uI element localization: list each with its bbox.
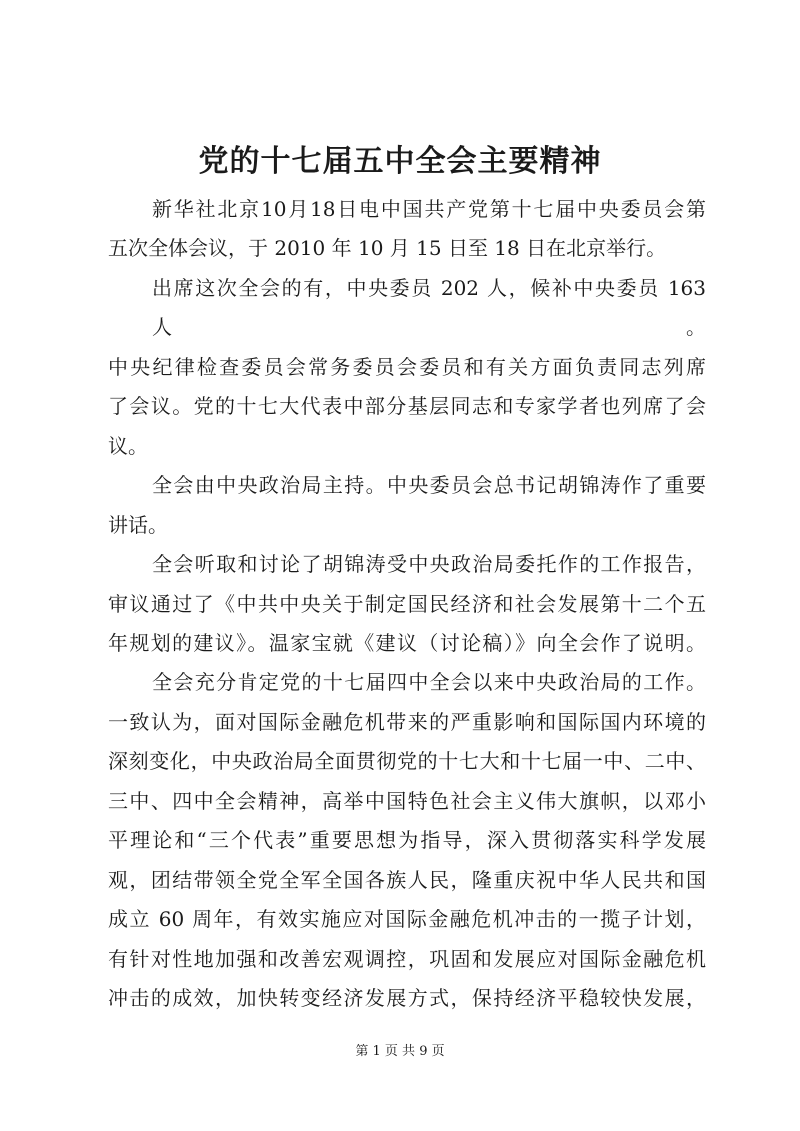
paragraph-line: 一致认为，面对国际金融危机带来的严重影响和国际国内环境的 xyxy=(108,709,706,734)
paragraph-line: 成立 60 周年，有效实施应对国际金融危机冲击的一揽子计划， xyxy=(108,907,706,932)
paragraph-line: 观，团结带领全党全军全国各族人民，隆重庆祝中华人民共和国 xyxy=(108,867,706,892)
paragraph-line: 议。 xyxy=(108,433,148,458)
paragraph-line: 全会由中央政治局主持。中央委员会总书记胡锦涛作了重要 xyxy=(152,473,706,498)
paragraph-line: 三中、四中全会精神，高举中国特色社会主义伟大旗帜，以邓小 xyxy=(108,788,706,813)
paragraph-line: 冲击的成效，加快转变经济发展方式，保持经济平稳较快发展， xyxy=(108,986,706,1011)
paragraph-line: 年规划的建议》。温家宝就《建议（讨论稿）》向全会作了说明。 xyxy=(108,630,706,655)
paragraph-line: 出席这次全会的有，中央委员 202 人，候补中央委员 163 人。 xyxy=(152,275,706,340)
paragraph-line: 审议通过了《中共中央关于制定国民经济和社会发展第十二个五 xyxy=(108,591,706,616)
paragraph-line: 了会议。党的十七大代表中部分基层同志和专家学者也列席了会 xyxy=(108,394,706,419)
paragraph-line: 中央纪律检查委员会常务委员会委员和有关方面负责同志列席 xyxy=(108,354,706,379)
paragraph-line: 有针对性地加强和改善宏观调控，巩固和发展应对国际金融危机 xyxy=(108,946,706,971)
paragraph-line: 五次全体会议，于 2010 年 10 月 15 日至 18 日在北京举行。 xyxy=(108,236,667,261)
paragraph-line: 深刻变化，中央政治局全面贯彻党的十七大和十七届一中、二中、 xyxy=(108,749,706,774)
document-title: 党的十七届五中全会主要精神 xyxy=(198,144,602,179)
document-body xyxy=(108,190,706,1019)
paragraph-line: 新华社北京10月18日电中国共产党第十七届中央委员会第 xyxy=(152,197,706,221)
paragraph-line: 全会听取和讨论了胡锦涛受中央政治局委托作的工作报告， xyxy=(152,552,706,577)
paragraph-line: 全会充分肯定党的十七届四中全会以来中央政治局的工作。 xyxy=(152,670,706,695)
page-footer: 第 1 页 共 9 页 xyxy=(355,1044,445,1059)
paragraph-line: 平理论和“三个代表”重要思想为指导，深入贯彻落实科学发展 xyxy=(108,828,706,853)
paragraph-line: 讲话。 xyxy=(108,512,168,537)
